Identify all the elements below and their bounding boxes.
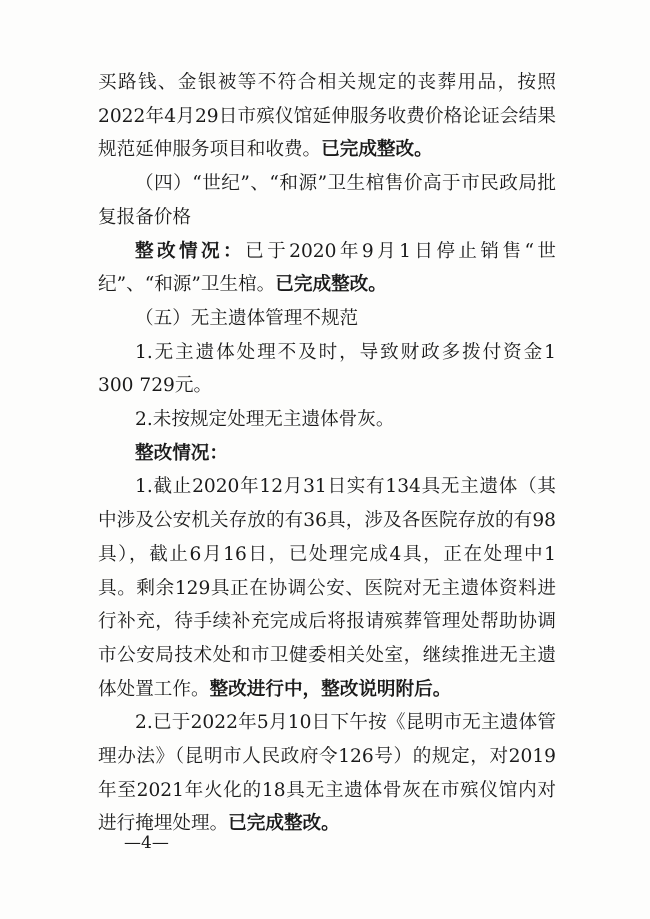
rectification-item-1 [98,470,556,706]
paragraph-fee-standardization [98,66,556,167]
section-heading-four [98,167,556,234]
paragraph-text: 已于2020年9月1日停止销售“世纪”、“和源”卫生棺。 [98,240,556,296]
rectification-result: 整改进行中，整改说明附后。 [209,678,452,700]
heading-text: （五）无主遗体管理不规范 [135,307,359,329]
rectification-label: 整改情况： [135,240,246,262]
rectification-item-2 [98,706,556,841]
paragraph-text: 2.未按规定处理无主遗体骨灰。 [135,409,395,431]
rectification-label: 整改情况： [135,442,228,464]
section-heading-five [98,302,556,336]
rectification-result: 已完成整改。 [275,274,387,296]
page-number: —4— [124,833,169,853]
paragraph-rectification-four [98,235,556,302]
rectification-heading [98,437,556,471]
rectification-result: 已完成整改。 [321,139,433,161]
paragraph-text: 1.截止2020年12月31日实有134具无主遗体（其中涉及公安机关存放的有36具，涉及各医院存放的有98具），截止6月16日，已处理完成4具，正在处理中1具。剩余129具正在协调公安、医院对无主遗体资料进行补充，待手续补充完成后将报请殡葬管理处帮助协调市公安局技术处和市卫健委相关处室，继续推进无主遗体处置工作。 [98,476,556,700]
issue-item-2 [98,403,556,437]
paragraph-text: 1.无主遗体处理不及时，导致财政多拨付资金1 300 729元。 [98,341,556,397]
paragraph-text: 2.已于2022年5月10日下午按《昆明市无主遗体管理办法》（昆明市人民政府令126号）的规定，对2019年至2021年火化的18具无主遗体骨灰在市殡仪馆内对进行掩埋处理。 [98,712,556,835]
document-body [98,66,556,841]
issue-item-1 [98,336,556,403]
heading-text: （四）“世纪”、“和源”卫生棺售价高于市民政局批复报备价格 [98,173,556,228]
rectification-result: 已完成整改。 [228,813,340,835]
paragraph-text: 买路钱、金银被等不符合相关规定的丧葬用品，按照2022年4月29日市殡仪馆延伸服务收费价格论证会结果规范延伸服务项目和收费。 [98,72,556,161]
